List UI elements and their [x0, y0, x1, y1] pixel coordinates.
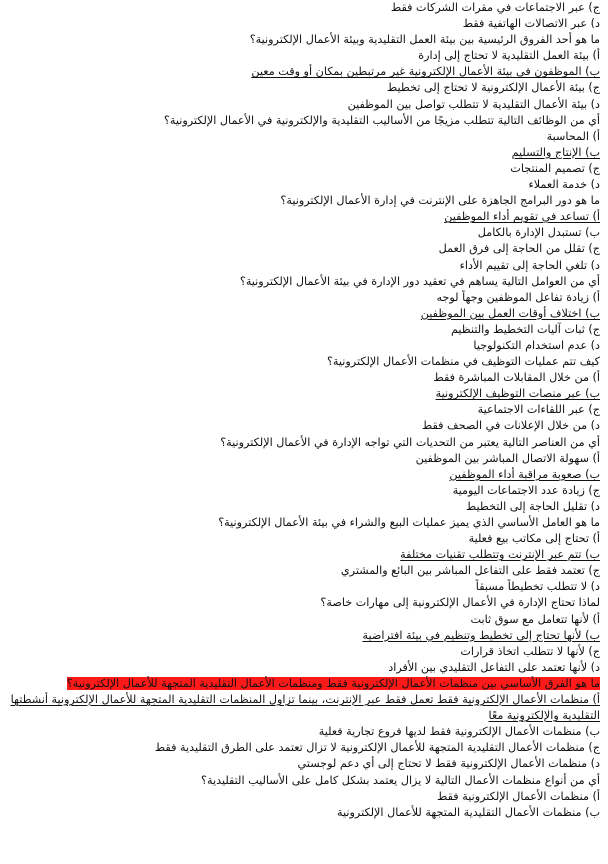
- line-text: ما هو دور البرامج الجاهزة على الإنترنت في إدارة الأعمال الإلكترونية؟: [280, 194, 600, 208]
- underlined-answer: ب) لأنها تحتاج إلى تخطيط وتنظيم في بيئة افتراضية: [362, 628, 600, 642]
- line-text: ج) تقلل من الحاجة إلى فرق العمل: [438, 242, 600, 256]
- text-line: [6, 724, 600, 740]
- line-text: د) تلغي الحاجة إلى تقييم الأداء: [459, 258, 600, 272]
- text-line: [6, 274, 600, 290]
- text-line: [6, 306, 600, 322]
- text-line: [6, 499, 600, 515]
- text-line: [6, 177, 600, 193]
- underlined-answer: ب) تتم عبر الإنترنت وتتطلب تقنيات مختلفة: [400, 548, 600, 562]
- text-line: [6, 322, 600, 338]
- highlighted-question-line: [6, 676, 600, 692]
- text-line: [6, 129, 600, 145]
- line-text: د) لا تتطلب تخطيطاً مسبقاً: [475, 580, 600, 594]
- line-text: ب) منظمات الأعمال الإلكترونية فقط لديها فروع تجارية فعلية: [318, 725, 600, 739]
- text-line: [6, 756, 600, 772]
- text-line: [6, 258, 600, 274]
- text-line: [6, 161, 600, 177]
- line-text: د) تقليل الحاجة إلى التخطيط: [465, 499, 600, 513]
- line-text: أي من الوظائف التالية تتطلب مزيجًا من الأساليب التقليدية والإلكترونية في الأعمال الإلكترونية؟: [163, 113, 600, 127]
- line-text: ب) تستبدل الإدارة بالكامل: [477, 226, 600, 240]
- text-line: [6, 547, 600, 563]
- text-line: [6, 435, 600, 451]
- line-text: ج) عبر اللقاءات الاجتماعية: [477, 403, 600, 417]
- text-line: [6, 241, 600, 257]
- line-text: ج) بيئة الأعمال الإلكترونية لا تحتاج إلى تخطيط: [386, 81, 600, 95]
- line-text: د) عبر الاتصالات الهاتفية فقط: [462, 17, 600, 31]
- text-line: [6, 595, 600, 611]
- underlined-answer: ب) صعوبة مراقبة أداء الموظفين: [449, 467, 600, 481]
- text-line: [6, 193, 600, 209]
- text-line: [6, 225, 600, 241]
- line-text: ج) منظمات الأعمال التقليدية المتجهة للأعمال الإلكترونية لا تزال تعتمد على الطرق التقليدية فقط: [154, 741, 600, 755]
- text-line: [6, 531, 600, 547]
- text-line: [6, 354, 600, 370]
- line-text: أ) من خلال المقابلات المباشرة فقط: [433, 371, 600, 385]
- line-text: ج) لأنها لا تتطلب اتخاذ قرارات: [460, 644, 600, 658]
- text-line: [6, 579, 600, 595]
- text-line: [6, 708, 600, 724]
- line-text: أ) زيادة تفاعل الموظفين وجهاً لوجه: [436, 290, 600, 304]
- line-text: أ) تحتاج إلى مكاتب بيع فعلية: [468, 532, 600, 546]
- text-line: [6, 0, 600, 16]
- line-text: ج) زيادة عدد الاجتماعات اليومية: [452, 483, 600, 497]
- text-line: [6, 16, 600, 32]
- text-line: [6, 692, 600, 708]
- underlined-answer: أ) منظمات الأعمال الإلكترونية فقط تعمل فقط عبر الإنترنت، بينما تزاول المنظمات التقليدية المتجهة للأعمال الإلكترونية أنشطتها: [10, 693, 600, 707]
- line-text: ج) ثبات آليات التخطيط والتنظيم: [450, 322, 600, 336]
- line-text: كيف تتم عمليات التوظيف في منظمات الأعمال الإلكترونية؟: [326, 355, 600, 369]
- text-line: [6, 644, 600, 660]
- text-line: [6, 660, 600, 676]
- text-line: [6, 386, 600, 402]
- underlined-answer: التقليدية والإلكترونية معًا: [488, 709, 600, 723]
- line-text: ب) منظمات الأعمال التقليدية المتجهة للأعمال الإلكترونية: [337, 805, 600, 819]
- line-text: د) بيئة الأعمال التقليدية لا تتطلب تواصل بين الموظفين: [347, 97, 600, 111]
- text-line: [6, 418, 600, 434]
- line-text: ج) تصميم المنتجات: [510, 161, 600, 175]
- text-line: [6, 338, 600, 354]
- text-line: [6, 113, 600, 129]
- text-line: [6, 402, 600, 418]
- line-text: أي من العناصر التالية يعتبر من التحديات التي تواجه الإدارة في الأعمال الإلكترونية؟: [220, 435, 600, 449]
- line-text: ما هو أحد الفروق الرئيسية بين بيئة العمل التقليدية وبيئة الأعمال الإلكترونية؟: [249, 33, 600, 47]
- text-line: [6, 773, 600, 789]
- text-line: [6, 789, 600, 805]
- text-line: [6, 145, 600, 161]
- line-text: أي من أنواع منظمات الأعمال التالية لا يزال يعتمد بشكل كامل على الأساليب التقليدية؟: [201, 773, 600, 787]
- text-line: [6, 32, 600, 48]
- line-text: د) عدم استخدام التكنولوجيا: [473, 338, 600, 352]
- text-line: [6, 370, 600, 386]
- text-line: [6, 64, 600, 80]
- text-line: [6, 805, 600, 821]
- text-line: [6, 628, 600, 644]
- line-text: د) لأنها تعتمد على التفاعل التقليدي بين الأفراد: [388, 660, 600, 674]
- highlighted-text: ما هو الفرق الأساسي بين منظمات الأعمال الإلكترونية فقط ومنظمات الأعمال التقليدية المتجهة للأعمال الإلكترونية؟: [66, 676, 600, 690]
- line-text: ج) تعتمد فقط على التفاعل المباشر بين البائع والمشتري: [340, 564, 600, 578]
- text-line: [6, 612, 600, 628]
- underlined-answer: ب) اختلاف أوقات العمل بين الموظفين: [420, 306, 600, 320]
- text-line: [6, 97, 600, 113]
- underlined-answer: ب) عبر منصات التوظيف الإلكترونية: [435, 387, 600, 401]
- line-text: د) خدمة العملاء: [528, 178, 600, 192]
- text-line: [6, 290, 600, 306]
- line-text: د) منظمات الأعمال الإلكترونية فقط لا تحتاج إلى أي دعم لوجستي: [297, 757, 600, 771]
- text-line: [6, 80, 600, 96]
- text-line: [6, 209, 600, 225]
- text-line: [6, 740, 600, 756]
- underlined-answer: أ) تساعد في تقويم أداء الموظفين: [444, 210, 600, 224]
- line-text: أ) بيئة العمل التقليدية لا تحتاج إلى إدارة: [418, 49, 600, 63]
- text-line: [6, 48, 600, 64]
- text-line: [6, 515, 600, 531]
- line-text: أ) المحاسبة: [546, 129, 600, 143]
- line-text: أ) لأنها تتعامل مع سوق ثابت: [470, 612, 600, 626]
- line-text: أ) منظمات الأعمال الإلكترونية فقط: [437, 789, 600, 803]
- text-line: [6, 483, 600, 499]
- underlined-answer: ب) الموظفون في بيئة الأعمال الإلكترونية غير مرتبطين بمكان أو وقت معين: [251, 65, 600, 79]
- line-text: لماذا تحتاج الإدارة في الأعمال الإلكترونية إلى مهارات خاصة؟: [320, 596, 600, 610]
- text-line: [6, 451, 600, 467]
- line-text: أي من العوامل التالية يساهم في تعقيد دور الإدارة في بيئة الأعمال الإلكترونية؟: [239, 274, 600, 288]
- underlined-answer: ب) الإنتاج والتسليم: [511, 145, 600, 159]
- text-line: [6, 563, 600, 579]
- line-text: ج) عبر الاجتماعات في مقرات الشركات فقط: [390, 1, 600, 14]
- line-text: أ) سهولة الاتصال المباشر بين الموظفين: [415, 451, 600, 465]
- text-line: [6, 467, 600, 483]
- line-text: د) من خلال الإعلانات في الصحف فقط: [421, 419, 600, 433]
- line-text: ما هو العامل الأساسي الذي يميز عمليات البيع والشراء في بيئة الأعمال الإلكترونية؟: [218, 516, 600, 529]
